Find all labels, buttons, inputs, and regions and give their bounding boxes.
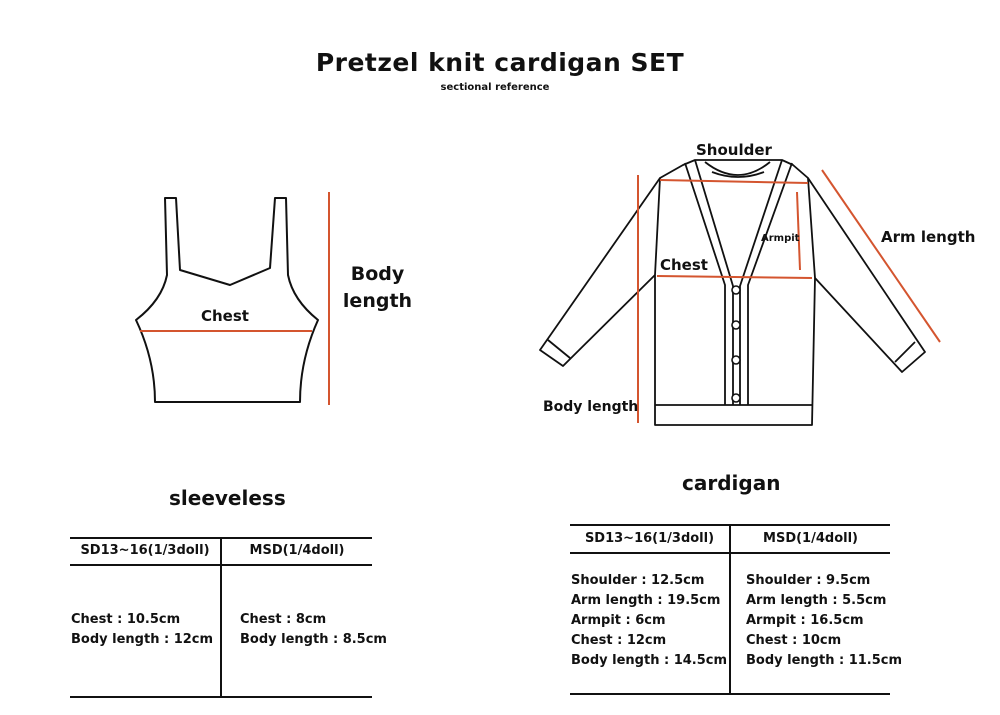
- cardigan-heading: cardigan: [682, 471, 781, 495]
- cardigan-col-header-sd: SD13~16(1/3doll): [584, 531, 715, 546]
- measurement-text: Armpit : 6cm: [571, 613, 666, 628]
- sleeveless-sd-cell: [71, 610, 213, 650]
- measurement-text: Shoulder : 9.5cm: [746, 573, 871, 588]
- cardigan-sd-cell: [571, 571, 727, 671]
- measurement-text: Body length : 14.5cm: [571, 653, 728, 668]
- measurement-text: Chest : 8cm: [240, 612, 327, 627]
- measurement-text: Body length : 11.5cm: [746, 653, 903, 668]
- page-title: Pretzel knit cardigan SET: [315, 48, 685, 77]
- cardigan-body-length-label: Body length: [543, 399, 639, 415]
- sleeveless-chest-label: Chest: [201, 307, 249, 325]
- measurement-text: Body length : 12cm: [71, 632, 214, 647]
- measurement-text: Body length : 8.5cm: [240, 632, 387, 647]
- sleeveless-heading: sleeveless: [169, 486, 286, 510]
- sleeveless-body-length-label: [340, 261, 415, 315]
- cardigan-armpit-label: Armpit: [761, 233, 800, 244]
- measurement-text: Armpit : 16.5cm: [746, 613, 864, 628]
- measurement-text: Chest : 10cm: [746, 633, 842, 648]
- cardigan-chest-line: [657, 276, 812, 278]
- body-length-label-line-1: Body: [350, 263, 405, 285]
- cardigan-size-table: [570, 524, 903, 696]
- measurement-text: Arm length : 19.5cm: [571, 593, 721, 608]
- cardigan-measure-lines: [638, 170, 940, 423]
- page-subtitle: sectional reference: [440, 82, 550, 93]
- sleeveless-col-header-msd: MSD(1/4doll): [249, 543, 345, 558]
- measurement-text: Shoulder : 12.5cm: [571, 573, 705, 588]
- sleeveless-msd-cell: [240, 610, 387, 650]
- measurement-text: Arm length : 5.5cm: [746, 593, 887, 608]
- cardigan-armpit-line: [797, 192, 800, 270]
- sleeveless-col-header-sd: SD13~16(1/3doll): [80, 543, 210, 558]
- cardigan-col-header-msd: MSD(1/4doll): [763, 531, 858, 546]
- cardigan-chest-label: Chest: [660, 256, 708, 274]
- sleeveless-size-table: [70, 537, 387, 699]
- cardigan-msd-cell: [746, 571, 902, 671]
- sleeveless-top-outline: [136, 198, 318, 402]
- measurement-text: Chest : 10.5cm: [71, 612, 181, 627]
- cardigan-shoulder-label: Shoulder: [696, 141, 772, 159]
- measurement-text: Chest : 12cm: [571, 633, 667, 648]
- cardigan-arm-length-line: [822, 170, 940, 342]
- cardigan-arm-length-label: Arm length: [881, 228, 976, 246]
- body-length-label-line-2: length: [342, 290, 413, 312]
